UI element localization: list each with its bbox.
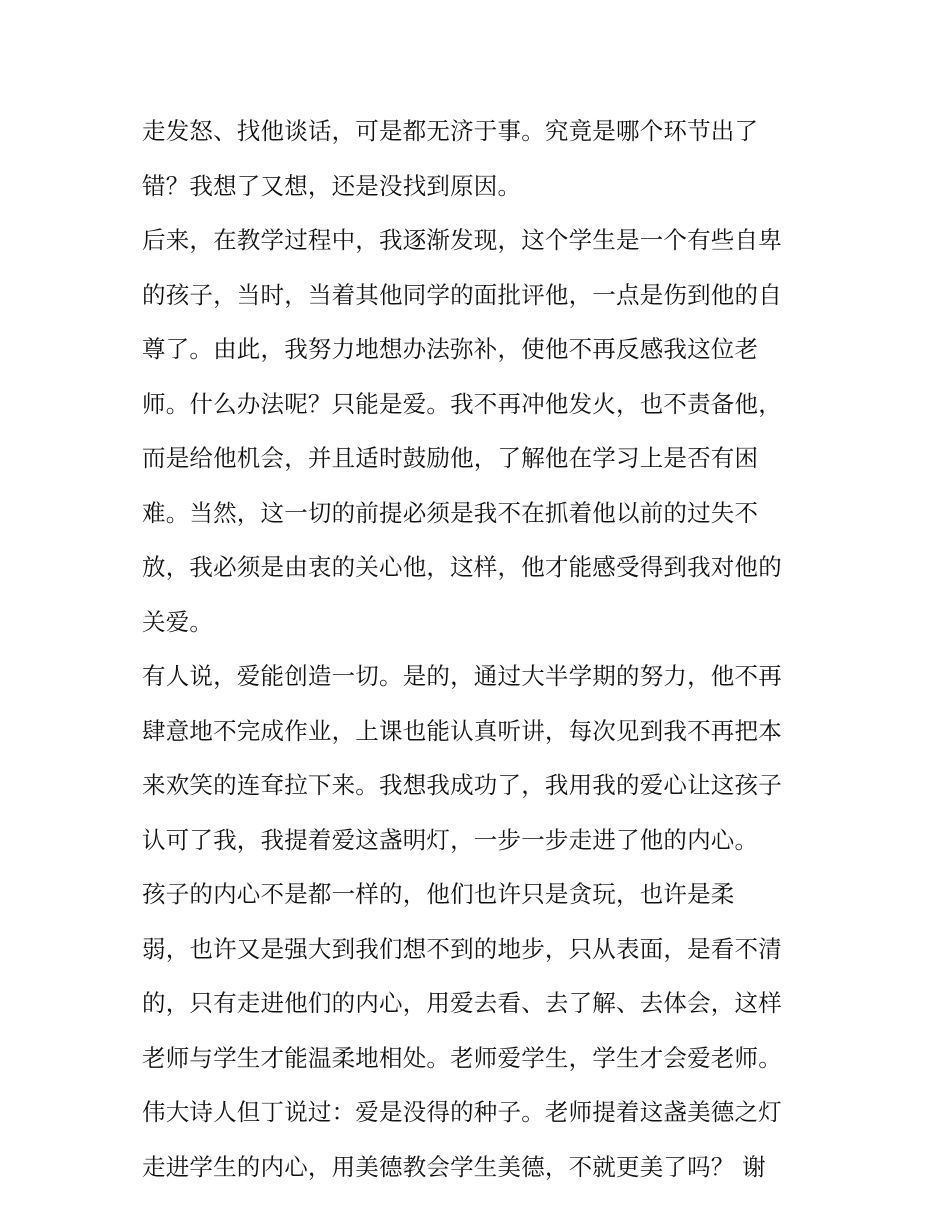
text-line: 走进学生的内心，用美德教会学生美德，不就更美了吗？ 谢 [142, 1152, 766, 1181]
body-text [142, 104, 822, 1194]
text-line: 有人说，爱能创造一切。是的，通过大半学期的努力，他不再 [142, 662, 782, 690]
text-line: 来欢笑的连耷拉下来。我想我成功了，我用我的爱心让这孩子 [142, 771, 782, 799]
text-line: 师。什么办法呢？只能是爱。我不再冲他发火，也不责备他， [142, 389, 782, 418]
text-line: 错？我想了又想，还是没找到原因。 [142, 171, 522, 200]
text-line: 老师与学生才能温柔地相处。老师爱学生，学生才会爱老师。 [142, 1043, 782, 1072]
text-line: 认可了我，我提着爱这盏明灯，一步一步走进了他的内心。 [142, 825, 759, 854]
text-line: 肆意地不完成作业，上课也能认真听讲，每次见到我不再把本 [142, 716, 782, 745]
text-line: 而是给他机会，并且适时鼓励他，了解他在学习上是否有困 [142, 444, 759, 472]
text-line: 放，我必须是由衷的关心他，这样，他才能感受得到我对他的 [142, 553, 782, 581]
text-line: 的，只有走进他们的内心，用爱去看、去了解、去体会，这样 [142, 989, 782, 1017]
text-line: 后来，在教学过程中，我逐渐发现，这个学生是一个有些自卑 [142, 226, 782, 254]
text-line: 的孩子，当时，当着其他同学的面批评他，一点是伤到他的自 [142, 280, 782, 309]
text-line: 伟大诗人但丁说过：爱是没得的种子。老师提着这盏美德之灯 [142, 1098, 782, 1126]
text-line: 孩子的内心不是都一样的，他们也许只是贪玩，也许是柔 [142, 880, 735, 908]
text-line: 难。当然，这一切的前提必须是我不在抓着他以前的过失不 [142, 498, 759, 527]
text-line: 走发怒、找他谈话，可是都无济于事。究竟是哪个环节出了 [142, 117, 759, 145]
text-line: 尊了。由此，我努力地想办法弥补，使他不再反感我这位老 [142, 335, 759, 363]
text-line: 关爱。 [142, 607, 214, 636]
text-line: 弱，也许又是强大到我们想不到的地步，只从表面，是看不清 [142, 934, 782, 963]
